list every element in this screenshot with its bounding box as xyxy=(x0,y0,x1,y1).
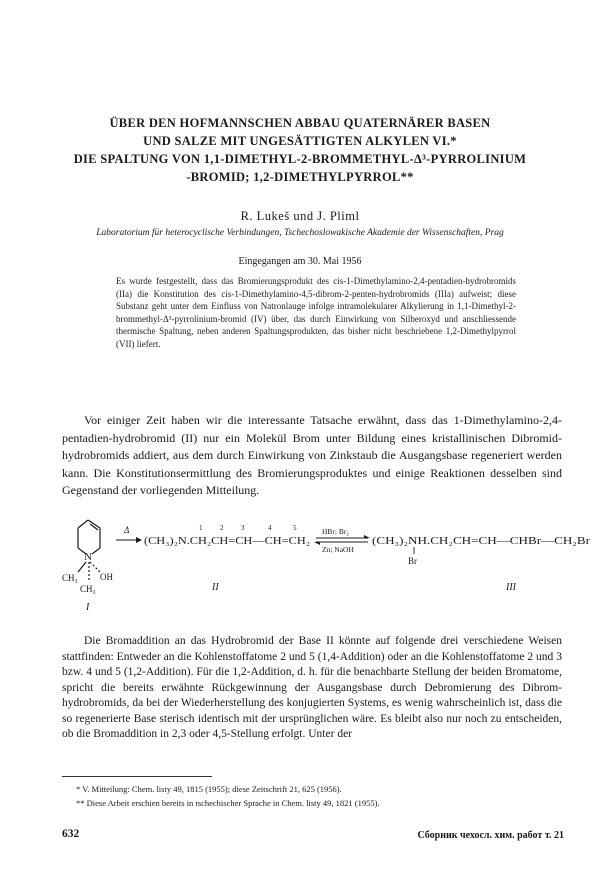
pos-5: 5 xyxy=(293,524,297,532)
affiliation: Laboratorium für heterocyclische Verbindungen, Tschechoslowakische Akademie der Wissenschaften, Prag xyxy=(96,228,504,238)
arrow-delta: Δ xyxy=(124,525,130,535)
journal-footer: Сборник чехосл. хим. работ т. 21 xyxy=(417,830,564,841)
body-paragraph: Die Bromaddition an das Hydrobromid der Base II könnte auf folgende drei verschiedene Weisen stattfinden: Entweder an die Kohlenstoffatome 2 und 5 (1,4-Addition) oder an die Kohlenstoffatome 2 und 3 bzw. 4 und 5 (1,2-Addition). Für die 1,2-Addition, d. h. für die benachbarte Stellung der beiden Bromatome, spricht die bereits erwähnte Rückgewinnung der Ausgangsbase durch Debromierung des Dibrom-hydrobromids, da bei der Wiederherstellung des konjugierten Systems, es wenig wahrscheinlich ist, dass die so regenerierte Base sterisch identisch mit der ursprünglichen wäre. Es bleibt also nur noch zu entscheiden, ob die Bromaddition in 2,3 oder 4,5-Stellung erfolgt. Unter der xyxy=(62,635,562,740)
title-line-2: UND SALZE MIT UNGESÄTTIGTEN ALKYLEN VI.* xyxy=(143,134,457,148)
pos-1: 1 xyxy=(199,524,203,532)
ring-CH3-left: CH₃ xyxy=(62,573,78,583)
intro-paragraph: Vor einiger Zeit haben wir die interessante Tatsache erwähnt, dass das 1-Dimethylamino-2,4-pentadien-hydrobromid (II) nur ein Molekül Brom unter Bildung eines kristallinischen Dibromid-hydrobromids addiert, aus dem durch Einwirkung von Zinkstaub die Ausgangsbase regeneriert werden kann. Die Konstitutionsermittlung des Bromierungsproduktes und einige Reaktionen desselben sind Gegenstand der vorliegenden Mitteilung. xyxy=(62,413,562,497)
forward-arrow-head xyxy=(364,535,370,538)
footnote-2: ** Diese Arbeit erschien bereits in tschechischer Sprache in Chem. listy 49, 1821 (1955). xyxy=(76,798,380,808)
title-line-1: ÜBER DEN HOFMANNSCHEN ABBAU QUATERNÄRER BASEN xyxy=(109,116,491,130)
pos-3: 3 xyxy=(241,524,245,532)
label-I: I xyxy=(86,602,90,613)
backward-arrow-head xyxy=(314,542,320,545)
footnote-1: * V. Mitteilung: Chem. listy 49, 1815 (1955); diese Zeitschrift 21, 625 (1956). xyxy=(76,784,342,794)
authors: R. Lukeš und J. Pliml xyxy=(240,209,360,223)
arrow-1-head xyxy=(136,537,142,543)
ring-CH3-bottom: CH₃ xyxy=(80,584,96,594)
pos-4: 4 xyxy=(268,524,272,532)
abstract: Es wurde festgestellt, dass das Bromierungsprodukt des cis-1-Dimethylamino-2,4-pentadien-hydrobromids (IIa) die Konstitution des cis-1-Dimethylamino-4,5-dibrom-2-penten-hydrobromids (IIIa) aufweist; diese Substanz geht unter dem Einfluss von Natronlauge infolge intramolekularer Alkylierung in 1,1-Dimethyl-2-brommethyl-Δ³-pyrrolinium-bromid (IV) über, das durch Einwirkung von Silberoxyd und anschliessende thermische Spaltung, neben anderen Spaltungsprodukten, das bisher nicht beschriebene 1,2-Dimethylpyrrol (VII) liefert. xyxy=(116,276,516,349)
label-III: III xyxy=(506,582,516,593)
reaction-scheme xyxy=(60,518,592,618)
compound-III: (CH₃)₂NH.CH₂CH=CH—CHBr—CH₂Br xyxy=(372,536,591,547)
ring-N: N xyxy=(84,551,92,563)
page-number: 632 xyxy=(62,828,80,840)
pos-2: 2 xyxy=(220,524,224,532)
footnote-rule xyxy=(62,776,212,777)
title-line-4: -BROMID; 1,2-DIMETHYLPYRROL** xyxy=(186,170,414,184)
reagent-bottom: Zn; NaOH xyxy=(322,545,354,554)
compound-II: (CH₃)₂N.CH₂CH=CH—CH=CH₂ xyxy=(144,536,311,547)
label-II: II xyxy=(212,582,219,593)
title-line-3: DIE SPALTUNG VON 1,1-DIMETHYL-2-BROMMETHYL-Δ³-PYRROLINIUM xyxy=(73,152,527,166)
ring-OH: OH xyxy=(100,572,113,582)
reagent-top: HBr; Br₂ xyxy=(322,527,349,536)
br-substituent: Br xyxy=(408,556,417,566)
article-title xyxy=(40,114,560,186)
received-date: Eingegangen am 30. Mai 1956 xyxy=(238,256,362,267)
